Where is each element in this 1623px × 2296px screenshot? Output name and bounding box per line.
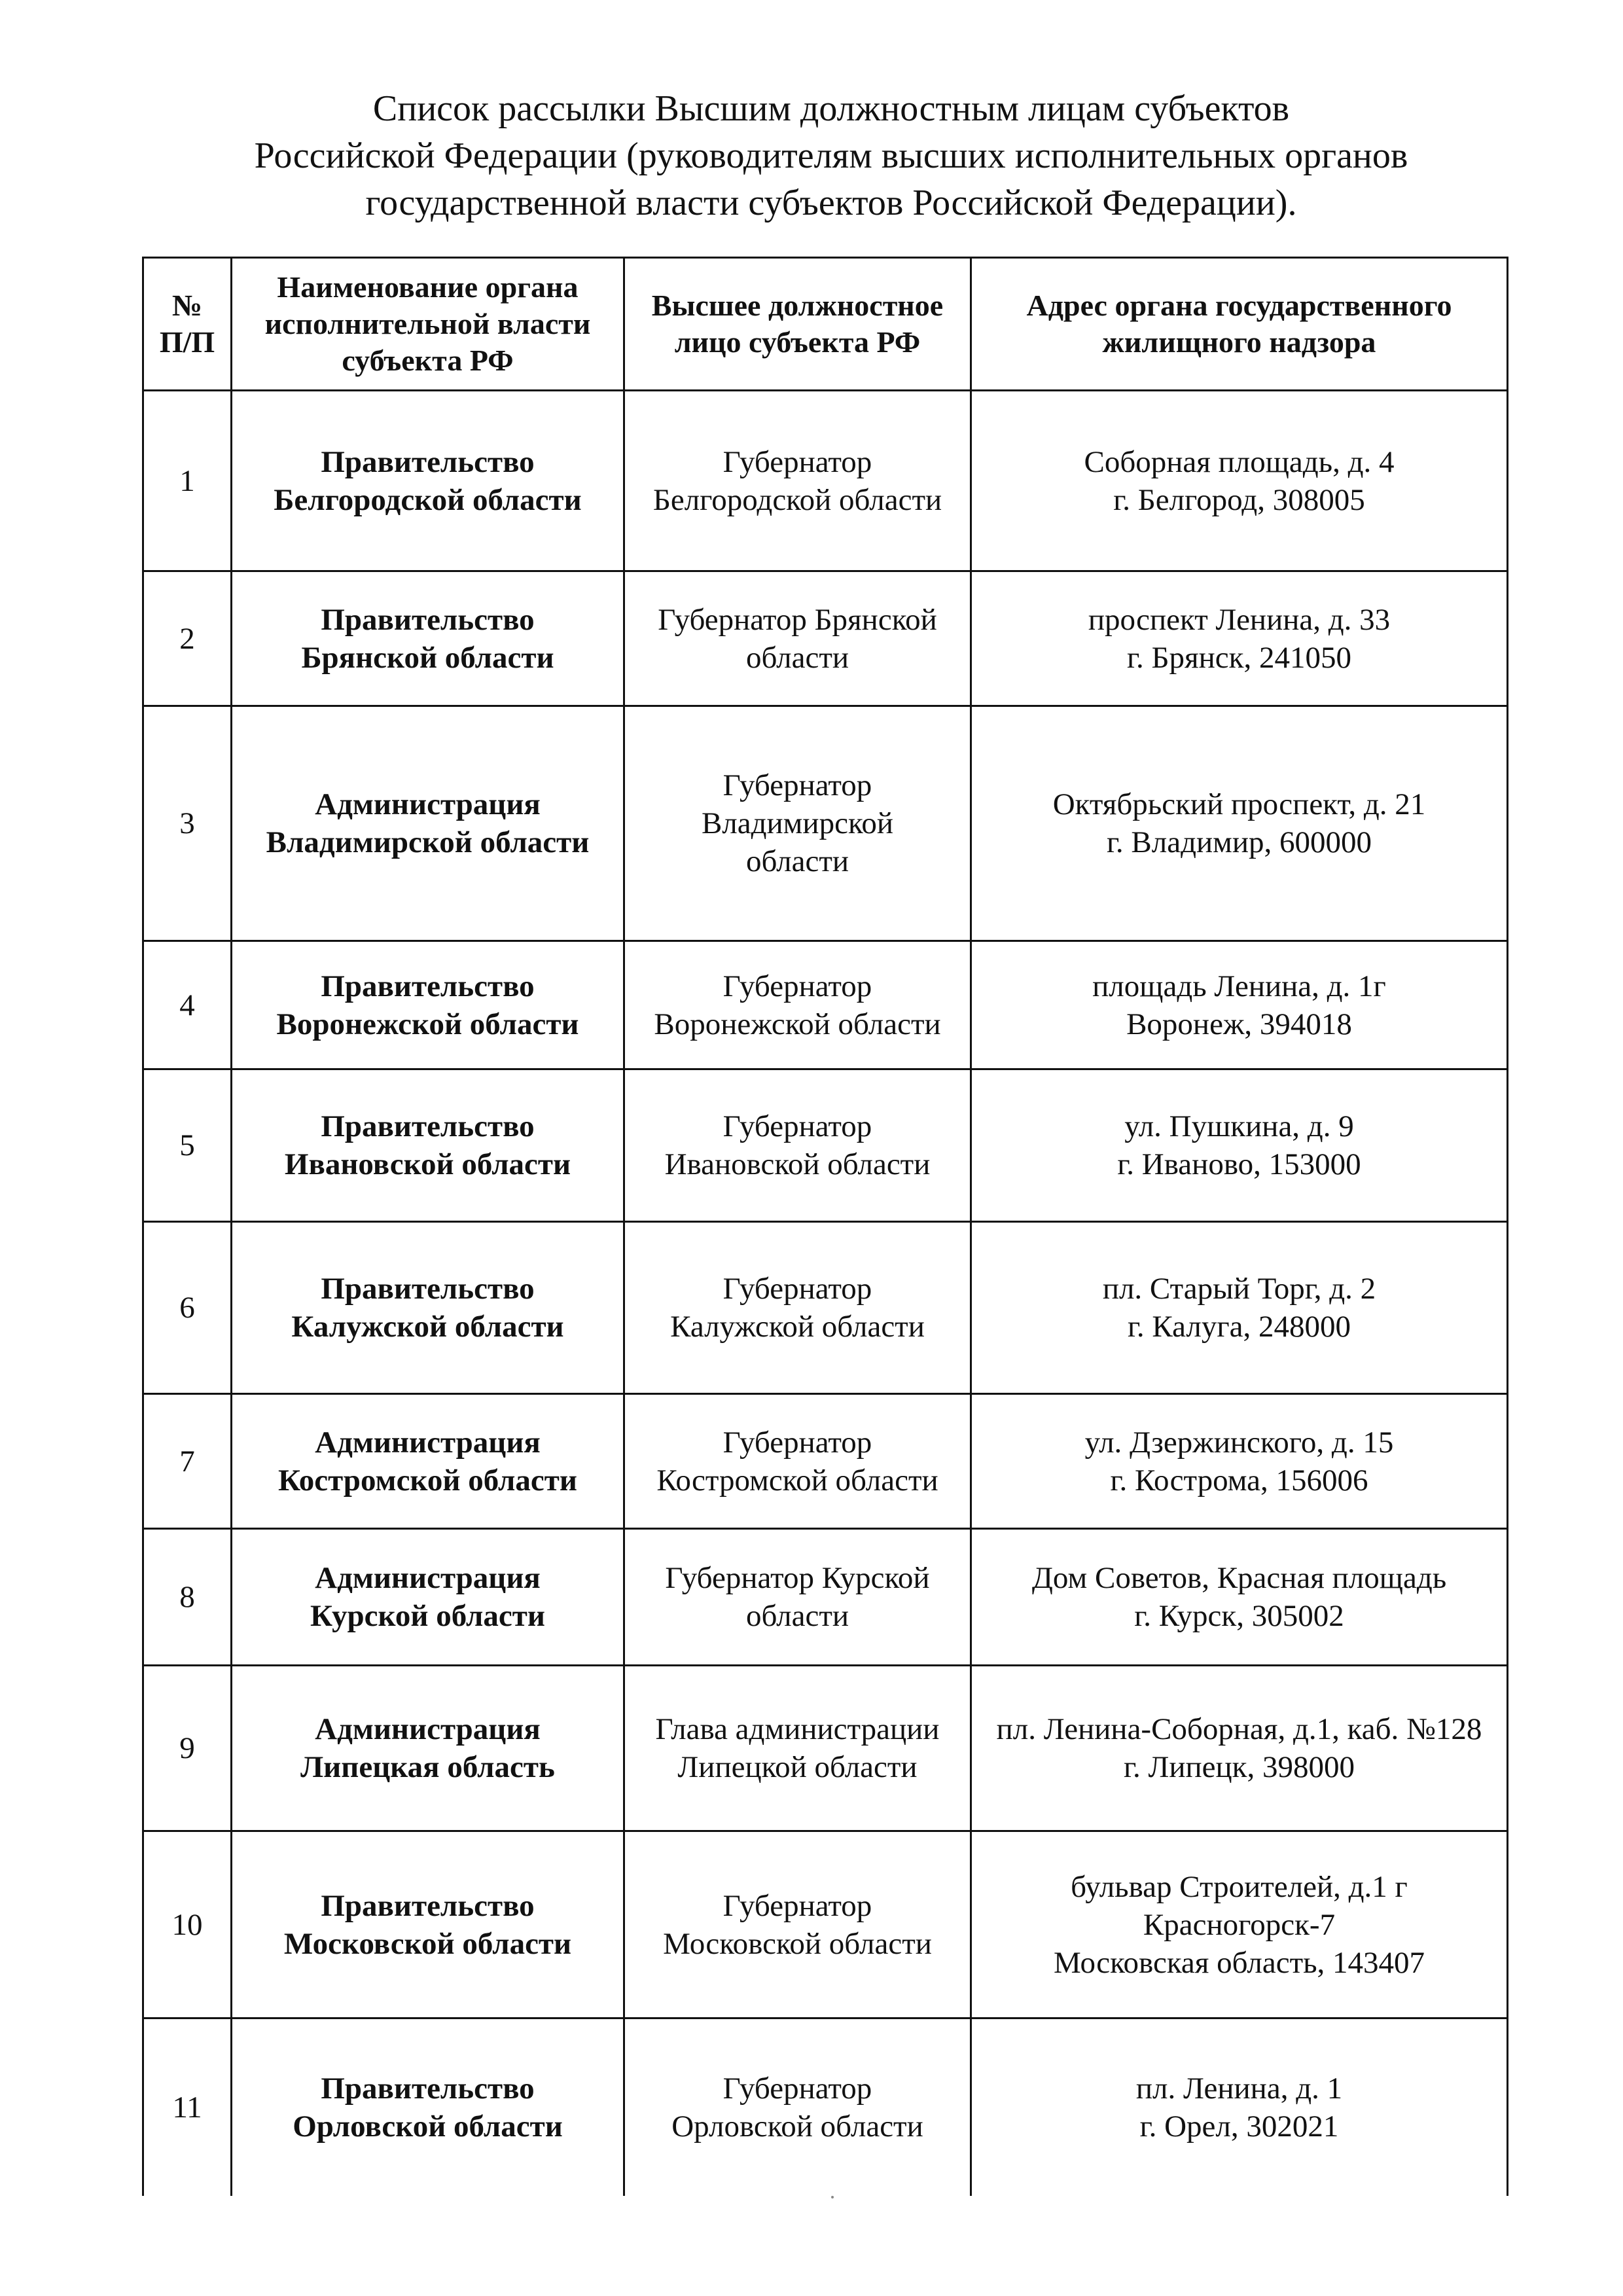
address-cell: ул. Пушкина, д. 9 г. Иваново, 153000 xyxy=(971,1069,1508,1222)
address-cell: проспект Ленина, д. 33 г. Брянск, 241050 xyxy=(971,571,1508,706)
table-row xyxy=(143,706,1508,941)
table-row xyxy=(143,1666,1508,1831)
official-cell: Губернатор Курской области xyxy=(624,1529,971,1666)
address-cell: пл. Ленина-Соборная, д.1, каб. №128 г. Липецк, 398000 xyxy=(971,1666,1508,1831)
organization-cell: Администрация Владимирской области xyxy=(232,706,624,941)
official-cell: Губернатор Владимирской области xyxy=(624,706,971,941)
row-number: 7 xyxy=(143,1394,232,1529)
official-cell: Губернатор Калужской области xyxy=(624,1222,971,1394)
organization-cell: Правительство Орловской области xyxy=(232,2018,624,2197)
organization-cell: Правительство Калужской области xyxy=(232,1222,624,1394)
organization-cell: Администрация Курской области xyxy=(232,1529,624,1666)
table-row xyxy=(143,1394,1508,1529)
official-cell: Губернатор Орловской области xyxy=(624,2018,971,2197)
address-cell: Октябрьский проспект, д. 21 г. Владимир, 600000 xyxy=(971,706,1508,941)
address-cell: Дом Советов, Красная площадь г. Курск, 305002 xyxy=(971,1529,1508,1666)
table-row xyxy=(143,2018,1508,2197)
organization-cell: Правительство Белгородской области xyxy=(232,391,624,571)
table-row xyxy=(143,1831,1508,2018)
official-cell: Губернатор Воронежской области xyxy=(624,941,971,1069)
official-cell: Губернатор Ивановской области xyxy=(624,1069,971,1222)
table-row xyxy=(143,391,1508,571)
title-line-1: Список рассылки Высшим должностным лицам субъектов xyxy=(372,88,1290,129)
official-cell: Губернатор Костромской области xyxy=(624,1394,971,1529)
document-title xyxy=(131,85,1531,226)
mailing-list-table xyxy=(142,257,1508,2196)
row-number: 8 xyxy=(143,1529,232,1666)
address-cell: ул. Дзержинского, д. 15 г. Кострома, 156006 xyxy=(971,1394,1508,1529)
header-organization: Наименование органа исполнительной власти субъекта РФ xyxy=(232,258,624,391)
row-number: 4 xyxy=(143,941,232,1069)
row-number: 9 xyxy=(143,1666,232,1831)
row-number: 11 xyxy=(143,2018,232,2197)
row-number: 6 xyxy=(143,1222,232,1394)
title-line-2: Российской Федерации (руководителям высших исполнительных органов xyxy=(254,135,1408,176)
address-cell: бульвар Строителей, д.1 г Красногорск-7 Московская область, 143407 xyxy=(971,1831,1508,2018)
table-row xyxy=(143,571,1508,706)
organization-cell: Правительство Ивановской области xyxy=(232,1069,624,1222)
title-line-3: государственной власти субъектов Российской Федерации). xyxy=(365,183,1297,223)
official-cell: Глава администрации Липецкой области xyxy=(624,1666,971,1831)
address-cell: площадь Ленина, д. 1г Воронеж, 394018 xyxy=(971,941,1508,1069)
header-number: № П/П xyxy=(143,258,232,391)
row-number: 2 xyxy=(143,571,232,706)
address-cell: пл. Ленина, д. 1 г. Орел, 302021 xyxy=(971,2018,1508,2197)
row-number: 1 xyxy=(143,391,232,571)
scan-speck xyxy=(831,2196,834,2198)
address-cell: Соборная площадь, д. 4 г. Белгород, 308005 xyxy=(971,391,1508,571)
table-row xyxy=(143,941,1508,1069)
organization-cell: Правительство Брянской области xyxy=(232,571,624,706)
organization-cell: Правительство Воронежской области xyxy=(232,941,624,1069)
organization-cell: Администрация Липецкая область xyxy=(232,1666,624,1831)
official-cell: Губернатор Московской области xyxy=(624,1831,971,2018)
official-cell: Губернатор Белгородской области xyxy=(624,391,971,571)
header-official: Высшее должностное лицо субъекта РФ xyxy=(624,258,971,391)
table-row xyxy=(143,1222,1508,1394)
row-number: 5 xyxy=(143,1069,232,1222)
header-address: Адрес органа государственного жилищного надзора xyxy=(971,258,1508,391)
row-number: 3 xyxy=(143,706,232,941)
table-row xyxy=(143,1529,1508,1666)
organization-cell: Правительство Московской области xyxy=(232,1831,624,2018)
table-header-row xyxy=(143,258,1508,391)
address-cell: пл. Старый Торг, д. 2 г. Калуга, 248000 xyxy=(971,1222,1508,1394)
official-cell: Губернатор Брянской области xyxy=(624,571,971,706)
organization-cell: Администрация Костромской области xyxy=(232,1394,624,1529)
table-row xyxy=(143,1069,1508,1222)
row-number: 10 xyxy=(143,1831,232,2018)
